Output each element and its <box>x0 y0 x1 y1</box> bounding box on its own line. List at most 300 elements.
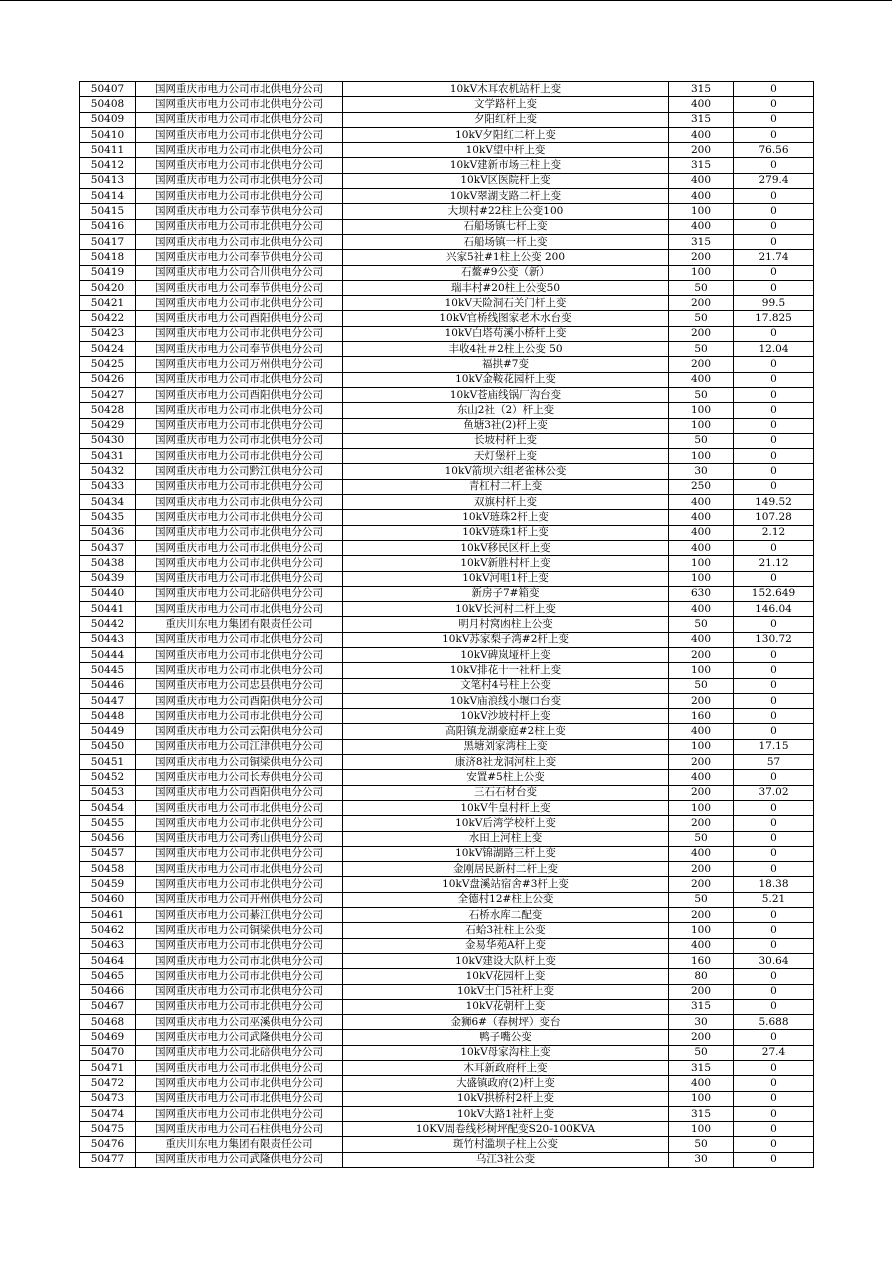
value-cell: 0 <box>734 1076 814 1091</box>
capacity-cell: 30 <box>669 1152 734 1167</box>
row-id-cell: 50464 <box>80 953 136 968</box>
transformer-name-cell: 石船场镇一杆上变 <box>343 234 669 249</box>
transformer-name-cell: 10kV新胜村杆上变 <box>343 556 669 571</box>
transformer-name-cell: 10kV大路1社杆上变 <box>343 1106 669 1121</box>
table-row <box>80 357 814 372</box>
row-id-cell: 50444 <box>80 647 136 662</box>
value-cell: 37.02 <box>734 785 814 800</box>
value-cell: 0 <box>734 770 814 785</box>
company-cell: 国网重庆市电力公司市北供电分公司 <box>136 372 343 387</box>
value-cell: 0 <box>734 1106 814 1121</box>
capacity-cell: 50 <box>669 311 734 326</box>
transformer-name-cell: 金刚居民新村二杆上变 <box>343 862 669 877</box>
company-cell: 国网重庆市电力公司市北供电分公司 <box>136 127 343 142</box>
value-cell: 0 <box>734 479 814 494</box>
value-cell: 0 <box>734 418 814 433</box>
capacity-cell: 200 <box>669 908 734 923</box>
value-cell: 0 <box>734 831 814 846</box>
table-row <box>80 525 814 540</box>
transformer-name-cell: 安置#5柱上公变 <box>343 770 669 785</box>
table-row <box>80 571 814 586</box>
company-cell: 国网重庆市电力公司武隆供电分公司 <box>136 1030 343 1045</box>
capacity-cell: 250 <box>669 479 734 494</box>
value-cell: 0 <box>734 999 814 1014</box>
table-row <box>80 663 814 678</box>
company-cell: 国网重庆市电力公司市北供电分公司 <box>136 984 343 999</box>
transformer-name-cell: 夕阳红杆上变 <box>343 112 669 127</box>
value-cell: 0 <box>734 923 814 938</box>
row-id-cell: 50431 <box>80 449 136 464</box>
row-id-cell: 50473 <box>80 1091 136 1106</box>
table-row <box>80 1015 814 1030</box>
table-row <box>80 1061 814 1076</box>
transformer-name-cell: 长坡村杆上变 <box>343 433 669 448</box>
capacity-cell: 630 <box>669 586 734 601</box>
transformer-name-cell: 康济8社龙洞河柱上变 <box>343 755 669 770</box>
row-id-cell: 50417 <box>80 234 136 249</box>
company-cell: 国网重庆市电力公司北碚供电分公司 <box>136 586 343 601</box>
capacity-cell: 400 <box>669 495 734 510</box>
transformer-name-cell: 福拱#7变 <box>343 357 669 372</box>
value-cell: 21.74 <box>734 250 814 265</box>
company-cell: 国网重庆市电力公司武隆供电分公司 <box>136 1152 343 1167</box>
transformer-name-cell: 10kV白塔苟溪小桥杆上变 <box>343 326 669 341</box>
table-row <box>80 112 814 127</box>
capacity-cell: 400 <box>669 219 734 234</box>
value-cell: 0 <box>734 433 814 448</box>
row-id-cell: 50447 <box>80 693 136 708</box>
capacity-cell: 30 <box>669 464 734 479</box>
capacity-cell: 200 <box>669 755 734 770</box>
row-id-cell: 50434 <box>80 495 136 510</box>
row-id-cell: 50426 <box>80 372 136 387</box>
company-cell: 重庆川东电力集团有限责任公司 <box>136 617 343 632</box>
value-cell: 17.15 <box>734 739 814 754</box>
company-cell: 国网重庆市电力公司綦江供电分公司 <box>136 908 343 923</box>
capacity-cell: 100 <box>669 265 734 280</box>
table-row <box>80 1030 814 1045</box>
row-id-cell: 50441 <box>80 602 136 617</box>
row-id-cell: 50430 <box>80 433 136 448</box>
capacity-cell: 50 <box>669 280 734 295</box>
row-id-cell: 50432 <box>80 464 136 479</box>
value-cell: 0 <box>734 1030 814 1045</box>
company-cell: 国网重庆市电力公司合川供电分公司 <box>136 265 343 280</box>
table-row <box>80 204 814 219</box>
table-row <box>80 969 814 984</box>
table-row <box>80 479 814 494</box>
value-cell: 0 <box>734 97 814 112</box>
company-cell: 国网重庆市电力公司酉阳供电分公司 <box>136 693 343 708</box>
value-cell: 0 <box>734 234 814 249</box>
row-id-cell: 50472 <box>80 1076 136 1091</box>
value-cell: 107.28 <box>734 510 814 525</box>
company-cell: 国网重庆市电力公司奉节供电分公司 <box>136 280 343 295</box>
capacity-cell: 400 <box>669 510 734 525</box>
value-cell: 76.56 <box>734 143 814 158</box>
transformer-name-cell: 文学路杆上变 <box>343 97 669 112</box>
company-cell: 国网重庆市电力公司市北供电分公司 <box>136 97 343 112</box>
transformer-name-cell: 文笔村4号柱上公变 <box>343 678 669 693</box>
company-cell: 国网重庆市电力公司市北供电分公司 <box>136 479 343 494</box>
transformer-name-cell: 10kV望中杆上变 <box>343 143 669 158</box>
row-id-cell: 50461 <box>80 908 136 923</box>
company-cell: 国网重庆市电力公司市北供电分公司 <box>136 969 343 984</box>
value-cell: 0 <box>734 862 814 877</box>
company-cell: 国网重庆市电力公司市北供电分公司 <box>136 1106 343 1121</box>
row-id-cell: 50437 <box>80 540 136 555</box>
company-cell: 国网重庆市电力公司市北供电分公司 <box>136 219 343 234</box>
transformer-name-cell: 三石石材台变 <box>343 785 669 800</box>
table-row <box>80 862 814 877</box>
value-cell: 0 <box>734 82 814 97</box>
capacity-cell: 200 <box>669 357 734 372</box>
value-cell: 0 <box>734 678 814 693</box>
transformer-name-cell: 10kV母家沟柱上变 <box>343 1045 669 1060</box>
capacity-cell: 50 <box>669 342 734 357</box>
company-cell: 国网重庆市电力公司市北供电分公司 <box>136 556 343 571</box>
row-id-cell: 50443 <box>80 632 136 647</box>
row-id-cell: 50408 <box>80 97 136 112</box>
row-id-cell: 50414 <box>80 189 136 204</box>
capacity-cell: 100 <box>669 923 734 938</box>
row-id-cell: 50427 <box>80 387 136 402</box>
transformer-name-cell: 丰收4社＃2柱上公变 50 <box>343 342 669 357</box>
row-id-cell: 50451 <box>80 755 136 770</box>
row-id-cell: 50411 <box>80 143 136 158</box>
value-cell: 30.64 <box>734 953 814 968</box>
table-row <box>80 265 814 280</box>
capacity-cell: 400 <box>669 770 734 785</box>
row-id-cell: 50465 <box>80 969 136 984</box>
table-row <box>80 739 814 754</box>
row-id-cell: 50468 <box>80 1015 136 1030</box>
row-id-cell: 50471 <box>80 1061 136 1076</box>
value-cell: 0 <box>734 387 814 402</box>
table-row <box>80 908 814 923</box>
value-cell: 0 <box>734 617 814 632</box>
transformer-name-cell: 鸭子嘴公变 <box>343 1030 669 1045</box>
table-row <box>80 556 814 571</box>
capacity-cell: 315 <box>669 999 734 1014</box>
value-cell: 99.5 <box>734 296 814 311</box>
company-cell: 国网重庆市电力公司北碚供电分公司 <box>136 1045 343 1060</box>
capacity-cell: 160 <box>669 953 734 968</box>
table-row <box>80 449 814 464</box>
capacity-cell: 100 <box>669 663 734 678</box>
company-cell: 国网重庆市电力公司市北供电分公司 <box>136 1091 343 1106</box>
value-cell: 21.12 <box>734 556 814 571</box>
transformer-name-cell: 瑞丰村#20柱上公变50 <box>343 280 669 295</box>
transformer-name-cell: 青杠村二杆上变 <box>343 479 669 494</box>
value-cell: 0 <box>734 540 814 555</box>
row-id-cell: 50456 <box>80 831 136 846</box>
company-cell: 国网重庆市电力公司市北供电分公司 <box>136 433 343 448</box>
table-row <box>80 877 814 892</box>
company-cell: 国网重庆市电力公司市北供电分公司 <box>136 938 343 953</box>
company-cell: 国网重庆市电力公司市北供电分公司 <box>136 418 343 433</box>
company-cell: 国网重庆市电力公司市北供电分公司 <box>136 540 343 555</box>
row-id-cell: 50463 <box>80 938 136 953</box>
table-row <box>80 831 814 846</box>
capacity-cell: 50 <box>669 617 734 632</box>
table-row <box>80 158 814 173</box>
table-row <box>80 678 814 693</box>
transformer-name-cell: 10kV建设大队杆上变 <box>343 953 669 968</box>
table-row <box>80 1091 814 1106</box>
value-cell: 0 <box>734 280 814 295</box>
transformer-name-cell: 10kV移民区杆上变 <box>343 540 669 555</box>
transformer-name-cell: 天灯堡杆上变 <box>343 449 669 464</box>
capacity-cell: 50 <box>669 1137 734 1152</box>
capacity-cell: 200 <box>669 143 734 158</box>
capacity-cell: 400 <box>669 127 734 142</box>
table-row <box>80 785 814 800</box>
transformer-name-cell: 10kV官桥线图家老木水台变 <box>343 311 669 326</box>
table-row <box>80 403 814 418</box>
table-row <box>80 280 814 295</box>
transformer-name-cell: 10kV排花十一社杆上变 <box>343 663 669 678</box>
row-id-cell: 50453 <box>80 785 136 800</box>
table-row <box>80 326 814 341</box>
transformer-table <box>79 81 814 1168</box>
transformer-name-cell: 东山2社（2）杆上变 <box>343 403 669 418</box>
row-id-cell: 50435 <box>80 510 136 525</box>
value-cell: 0 <box>734 219 814 234</box>
company-cell: 国网重庆市电力公司云阳供电分公司 <box>136 724 343 739</box>
row-id-cell: 50420 <box>80 280 136 295</box>
capacity-cell: 200 <box>669 1030 734 1045</box>
company-cell: 国网重庆市电力公司市北供电分公司 <box>136 571 343 586</box>
capacity-cell: 400 <box>669 938 734 953</box>
row-id-cell: 50442 <box>80 617 136 632</box>
transformer-name-cell: 10kV盘溪站宿舍#3杆上变 <box>343 877 669 892</box>
company-cell: 国网重庆市电力公司市北供电分公司 <box>136 877 343 892</box>
page-top-border <box>0 0 892 1</box>
company-cell: 国网重庆市电力公司江津供电分公司 <box>136 739 343 754</box>
capacity-cell: 100 <box>669 418 734 433</box>
company-cell: 国网重庆市电力公司市北供电分公司 <box>136 158 343 173</box>
value-cell: 0 <box>734 372 814 387</box>
company-cell: 国网重庆市电力公司市北供电分公司 <box>136 525 343 540</box>
transformer-name-cell: 10kV后湾学校杆上变 <box>343 816 669 831</box>
table-row <box>80 632 814 647</box>
table-row <box>80 724 814 739</box>
value-cell: 0 <box>734 403 814 418</box>
transformer-name-cell: 10kV沙坡村杆上变 <box>343 709 669 724</box>
row-id-cell: 50413 <box>80 173 136 188</box>
capacity-cell: 315 <box>669 1061 734 1076</box>
capacity-cell: 315 <box>669 82 734 97</box>
table-row <box>80 1122 814 1137</box>
value-cell: 0 <box>734 709 814 724</box>
value-cell: 0 <box>734 816 814 831</box>
transformer-name-cell: 水田上河柱上变 <box>343 831 669 846</box>
value-cell: 0 <box>734 908 814 923</box>
value-cell: 152.649 <box>734 586 814 601</box>
company-cell: 国网重庆市电力公司忠县供电分公司 <box>136 678 343 693</box>
capacity-cell: 400 <box>669 525 734 540</box>
capacity-cell: 160 <box>669 709 734 724</box>
transformer-name-cell: 10kV金鞍花园杆上变 <box>343 372 669 387</box>
transformer-name-cell: 兴家5社#1柱上公变 200 <box>343 250 669 265</box>
capacity-cell: 50 <box>669 678 734 693</box>
transformer-name-cell: 石鳌#9公变（新） <box>343 265 669 280</box>
capacity-cell: 400 <box>669 1076 734 1091</box>
transformer-name-cell: 10kV土门5社杆上变 <box>343 984 669 999</box>
table-row <box>80 342 814 357</box>
table-row <box>80 173 814 188</box>
transformer-name-cell: 乌江3社公变 <box>343 1152 669 1167</box>
transformer-name-cell: 黑塘刘家湾柱上变 <box>343 739 669 754</box>
transformer-name-cell: 10kV庙浪线小堰口台变 <box>343 693 669 708</box>
capacity-cell: 200 <box>669 326 734 341</box>
row-id-cell: 50415 <box>80 204 136 219</box>
transformer-name-cell: 10kV琏珠1杆上变 <box>343 525 669 540</box>
table-row <box>80 1045 814 1060</box>
value-cell: 5.688 <box>734 1015 814 1030</box>
row-id-cell: 50470 <box>80 1045 136 1060</box>
transformer-name-cell: 10kV牛皇村杆上变 <box>343 800 669 815</box>
capacity-cell: 50 <box>669 1045 734 1060</box>
company-cell: 国网重庆市电力公司市北供电分公司 <box>136 112 343 127</box>
table-row <box>80 647 814 662</box>
company-cell: 国网重庆市电力公司巫溪供电分公司 <box>136 1015 343 1030</box>
table-row <box>80 923 814 938</box>
table-row <box>80 418 814 433</box>
capacity-cell: 100 <box>669 204 734 219</box>
company-cell: 国网重庆市电力公司奉节供电分公司 <box>136 250 343 265</box>
transformer-name-cell: 10kV建新市场三柱上变 <box>343 158 669 173</box>
table-row <box>80 372 814 387</box>
row-id-cell: 50476 <box>80 1137 136 1152</box>
row-id-cell: 50454 <box>80 800 136 815</box>
company-cell: 国网重庆市电力公司市北供电分公司 <box>136 953 343 968</box>
value-cell: 0 <box>734 800 814 815</box>
table-row <box>80 938 814 953</box>
company-cell: 国网重庆市电力公司市北供电分公司 <box>136 647 343 662</box>
company-cell: 国网重庆市电力公司市北供电分公司 <box>136 1061 343 1076</box>
row-id-cell: 50450 <box>80 739 136 754</box>
value-cell: 0 <box>734 1061 814 1076</box>
value-cell: 0 <box>734 158 814 173</box>
table-row <box>80 510 814 525</box>
company-cell: 国网重庆市电力公司市北供电分公司 <box>136 1076 343 1091</box>
transformer-name-cell: 10kV区医院杆上变 <box>343 173 669 188</box>
transformer-name-cell: 全德村12#柱上公变 <box>343 892 669 907</box>
value-cell: 130.72 <box>734 632 814 647</box>
company-cell: 国网重庆市电力公司秀山供电分公司 <box>136 831 343 846</box>
capacity-cell: 200 <box>669 296 734 311</box>
value-cell: 0 <box>734 647 814 662</box>
row-id-cell: 50419 <box>80 265 136 280</box>
table-row <box>80 586 814 601</box>
capacity-cell: 100 <box>669 556 734 571</box>
table-row <box>80 143 814 158</box>
capacity-cell: 200 <box>669 693 734 708</box>
transformer-name-cell: 10kV花园杆上变 <box>343 969 669 984</box>
transformer-name-cell: 10kV木耳农机站杆上变 <box>343 82 669 97</box>
transformer-name-cell: 鱼塘3社(2)杆上变 <box>343 418 669 433</box>
company-cell: 国网重庆市电力公司市北供电分公司 <box>136 602 343 617</box>
value-cell: 146.04 <box>734 602 814 617</box>
transformer-name-cell: 10kV花朝杆上变 <box>343 999 669 1014</box>
value-cell: 17.825 <box>734 311 814 326</box>
table-row <box>80 464 814 479</box>
capacity-cell: 50 <box>669 433 734 448</box>
transformer-name-cell: 斑竹村滥坝子柱上公变 <box>343 1137 669 1152</box>
row-id-cell: 50455 <box>80 816 136 831</box>
table-row <box>80 540 814 555</box>
company-cell: 国网重庆市电力公司黔江供电分公司 <box>136 464 343 479</box>
row-id-cell: 50477 <box>80 1152 136 1167</box>
table-row <box>80 311 814 326</box>
row-id-cell: 50440 <box>80 586 136 601</box>
row-id-cell: 50418 <box>80 250 136 265</box>
company-cell: 国网重庆市电力公司市北供电分公司 <box>136 816 343 831</box>
capacity-cell: 100 <box>669 449 734 464</box>
company-cell: 国网重庆市电力公司酉阳供电分公司 <box>136 311 343 326</box>
transformer-name-cell: 10kV夕阳红二杆上变 <box>343 127 669 142</box>
table-row <box>80 800 814 815</box>
table-row <box>80 250 814 265</box>
transformer-name-cell: 10kV碑岚垭杆上变 <box>343 647 669 662</box>
value-cell: 0 <box>734 724 814 739</box>
company-cell: 国网重庆市电力公司市北供电分公司 <box>136 862 343 877</box>
row-id-cell: 50412 <box>80 158 136 173</box>
transformer-name-cell: 10kV琏珠2杆上变 <box>343 510 669 525</box>
company-cell: 国网重庆市电力公司市北供电分公司 <box>136 296 343 311</box>
company-cell: 国网重庆市电力公司市北供电分公司 <box>136 143 343 158</box>
capacity-cell: 400 <box>669 724 734 739</box>
capacity-cell: 400 <box>669 372 734 387</box>
capacity-cell: 100 <box>669 800 734 815</box>
company-cell: 国网重庆市电力公司市北供电分公司 <box>136 173 343 188</box>
value-cell: 279.4 <box>734 173 814 188</box>
transformer-name-cell: 10kV河咀1杆上变 <box>343 571 669 586</box>
value-cell: 0 <box>734 204 814 219</box>
company-cell: 国网重庆市电力公司市北供电分公司 <box>136 999 343 1014</box>
company-cell: 国网重庆市电力公司酉阳供电分公司 <box>136 785 343 800</box>
transformer-name-cell: 10kV箭坝六组老雀林公变 <box>343 464 669 479</box>
row-id-cell: 50428 <box>80 403 136 418</box>
table-row <box>80 892 814 907</box>
row-id-cell: 50445 <box>80 663 136 678</box>
capacity-cell: 400 <box>669 846 734 861</box>
company-cell: 国网重庆市电力公司市北供电分公司 <box>136 846 343 861</box>
table-row <box>80 433 814 448</box>
value-cell: 0 <box>734 326 814 341</box>
capacity-cell: 80 <box>669 969 734 984</box>
table-row <box>80 617 814 632</box>
row-id-cell: 50439 <box>80 571 136 586</box>
capacity-cell: 200 <box>669 816 734 831</box>
value-cell: 0 <box>734 1137 814 1152</box>
row-id-cell: 50475 <box>80 1122 136 1137</box>
table-row <box>80 387 814 402</box>
company-cell: 国网重庆市电力公司长寿供电分公司 <box>136 770 343 785</box>
company-cell: 国网重庆市电力公司市北供电分公司 <box>136 510 343 525</box>
company-cell: 国网重庆市电力公司石柱供电分公司 <box>136 1122 343 1137</box>
transformer-name-cell: 10kV苍庙线锅厂沟台变 <box>343 387 669 402</box>
table-row <box>80 709 814 724</box>
table-row <box>80 296 814 311</box>
value-cell: 0 <box>734 846 814 861</box>
row-id-cell: 50448 <box>80 709 136 724</box>
transformer-name-cell: 金易华苑A杆上变 <box>343 938 669 953</box>
value-cell: 0 <box>734 693 814 708</box>
value-cell: 0 <box>734 663 814 678</box>
